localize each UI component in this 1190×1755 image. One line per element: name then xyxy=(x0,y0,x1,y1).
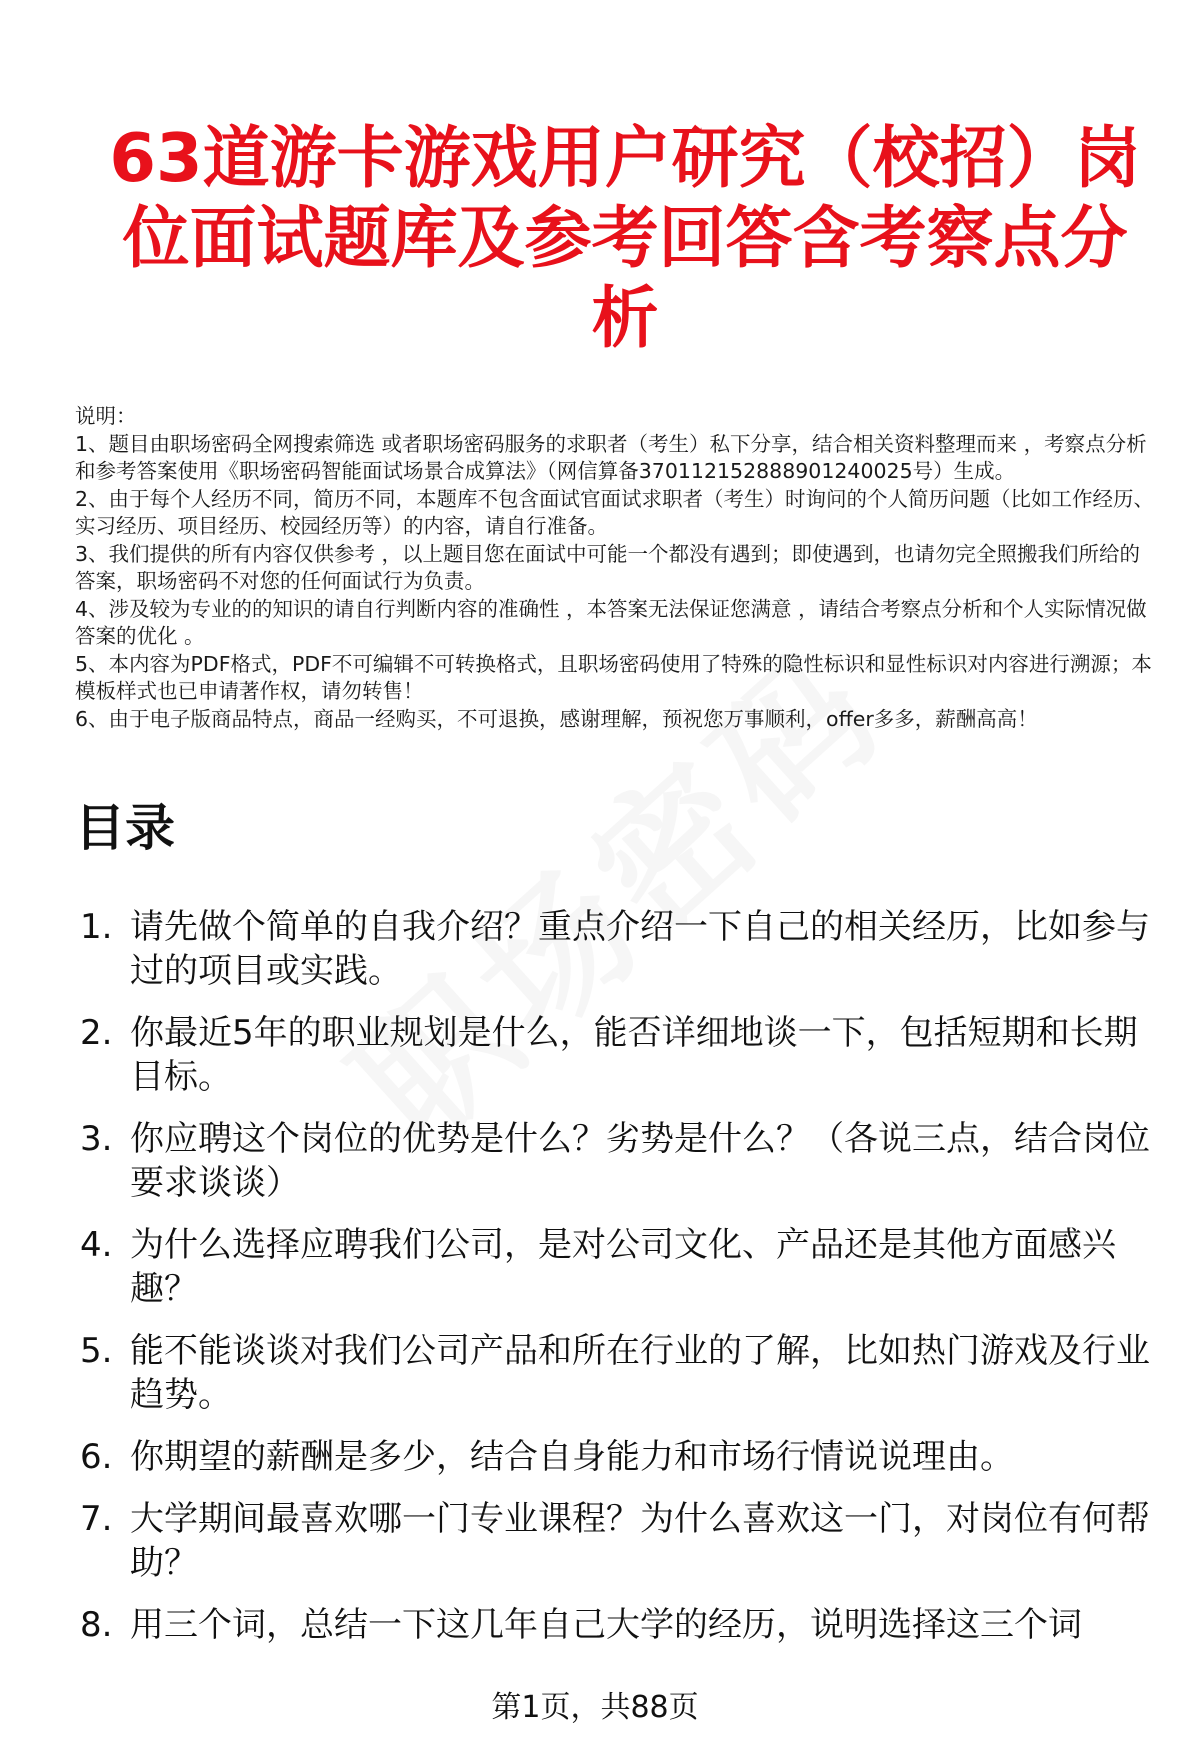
note-item: 3、我们提供的所有内容仅供参考 ，以上题目您在面试中可能一个都没有遇到；即使遇到，也请勿完全照搬我们所给的答案，职场密码不对您的任何面试行为负责。 xyxy=(75,541,1141,593)
toc-item[interactable] xyxy=(80,1603,1160,1647)
page-footer: 第1页，共88页 xyxy=(491,1690,699,1725)
notes-section xyxy=(75,403,1155,733)
toc-item[interactable] xyxy=(80,1011,1160,1099)
toc-item-number: 3. xyxy=(80,1119,113,1159)
toc-item-text: 你最近5年的职业规划是什么，能否详细地谈一下，包括短期和长期目标。 xyxy=(130,1013,1138,1097)
toc-item-number: 2. xyxy=(80,1013,113,1053)
toc-item-number: 4. xyxy=(80,1225,113,1265)
toc-item[interactable] xyxy=(80,1117,1160,1205)
page-title: 63道游卡游戏用户研究（校招）岗位面试题库及参考回答含考察点分析 xyxy=(109,119,1141,357)
toc-item-number: 1. xyxy=(80,907,113,947)
note-item: 2、由于每个人经历不同，简历不同，本题库不包含面试官面试求职者（考生）时询问的个人简历问题（比如工作经历、实习经历、项目经历、校园经历等）的内容，请自行准备。 xyxy=(75,486,1155,538)
toc-item-text: 用三个词，总结一下这几年自己大学的经历，说明选择这三个词 xyxy=(130,1605,1082,1645)
toc-item-number: 5. xyxy=(80,1331,113,1371)
toc-item-text: 你期望的薪酬是多少，结合自身能力和市场行情说说理由。 xyxy=(130,1437,1014,1477)
toc-item-number: 7. xyxy=(80,1499,113,1539)
note-item: 4、涉及较为专业的的知识的请自行判断内容的准确性 ，本答案无法保证您满意 ，请结合考察点分析和个人实际情况做答案的优化 。 xyxy=(75,596,1147,648)
toc-heading: 目录 xyxy=(75,799,175,857)
notes-label: 说明： xyxy=(75,404,137,428)
note-item: 1、题目由职场密码全网搜索筛选 或者职场密码服务的求职者（考生）私下分享，结合相关资料整理而来 ，考察点分析和参考答案使用《职场密码智能面试场景合成算法》（网信算备370112152888901240025号）生成。 xyxy=(75,431,1147,483)
toc-item[interactable] xyxy=(80,1435,1160,1479)
note-item: 5、本内容为PDF格式，PDF不可编辑不可转换格式，且职场密码使用了特殊的隐性标识和显性标识对内容进行溯源；本模板样式也已申请著作权，请勿转售！ xyxy=(75,651,1152,703)
toc-item[interactable] xyxy=(80,1329,1160,1417)
toc-item-text: 大学期间最喜欢哪一门专业课程？为什么喜欢这一门，对岗位有何帮助？ xyxy=(130,1499,1150,1583)
note-item: 6、由于电子版商品特点，商品一经购买，不可退换，感谢理解，预祝您万事顺利，offer多多，薪酬高高！ xyxy=(75,706,1038,731)
toc-item[interactable] xyxy=(80,1497,1160,1585)
toc-item-text: 能不能谈谈对我们公司产品和所在行业的了解，比如热门游戏及行业趋势。 xyxy=(130,1331,1150,1415)
toc-item-text: 请先做个简单的自我介绍？重点介绍一下自己的相关经历，比如参与过的项目或实践。 xyxy=(130,907,1150,991)
toc-item-text: 为什么选择应聘我们公司，是对公司文化、产品还是其他方面感兴趣？ xyxy=(130,1225,1116,1309)
toc-item[interactable] xyxy=(80,905,1160,993)
toc-item-number: 6. xyxy=(80,1437,113,1477)
toc-item-text: 你应聘这个岗位的优势是什么？劣势是什么？（各说三点，结合岗位要求谈谈） xyxy=(130,1119,1150,1203)
toc-item[interactable] xyxy=(80,1223,1160,1311)
toc-item-number: 8. xyxy=(80,1605,113,1645)
toc-list xyxy=(80,905,1160,1665)
